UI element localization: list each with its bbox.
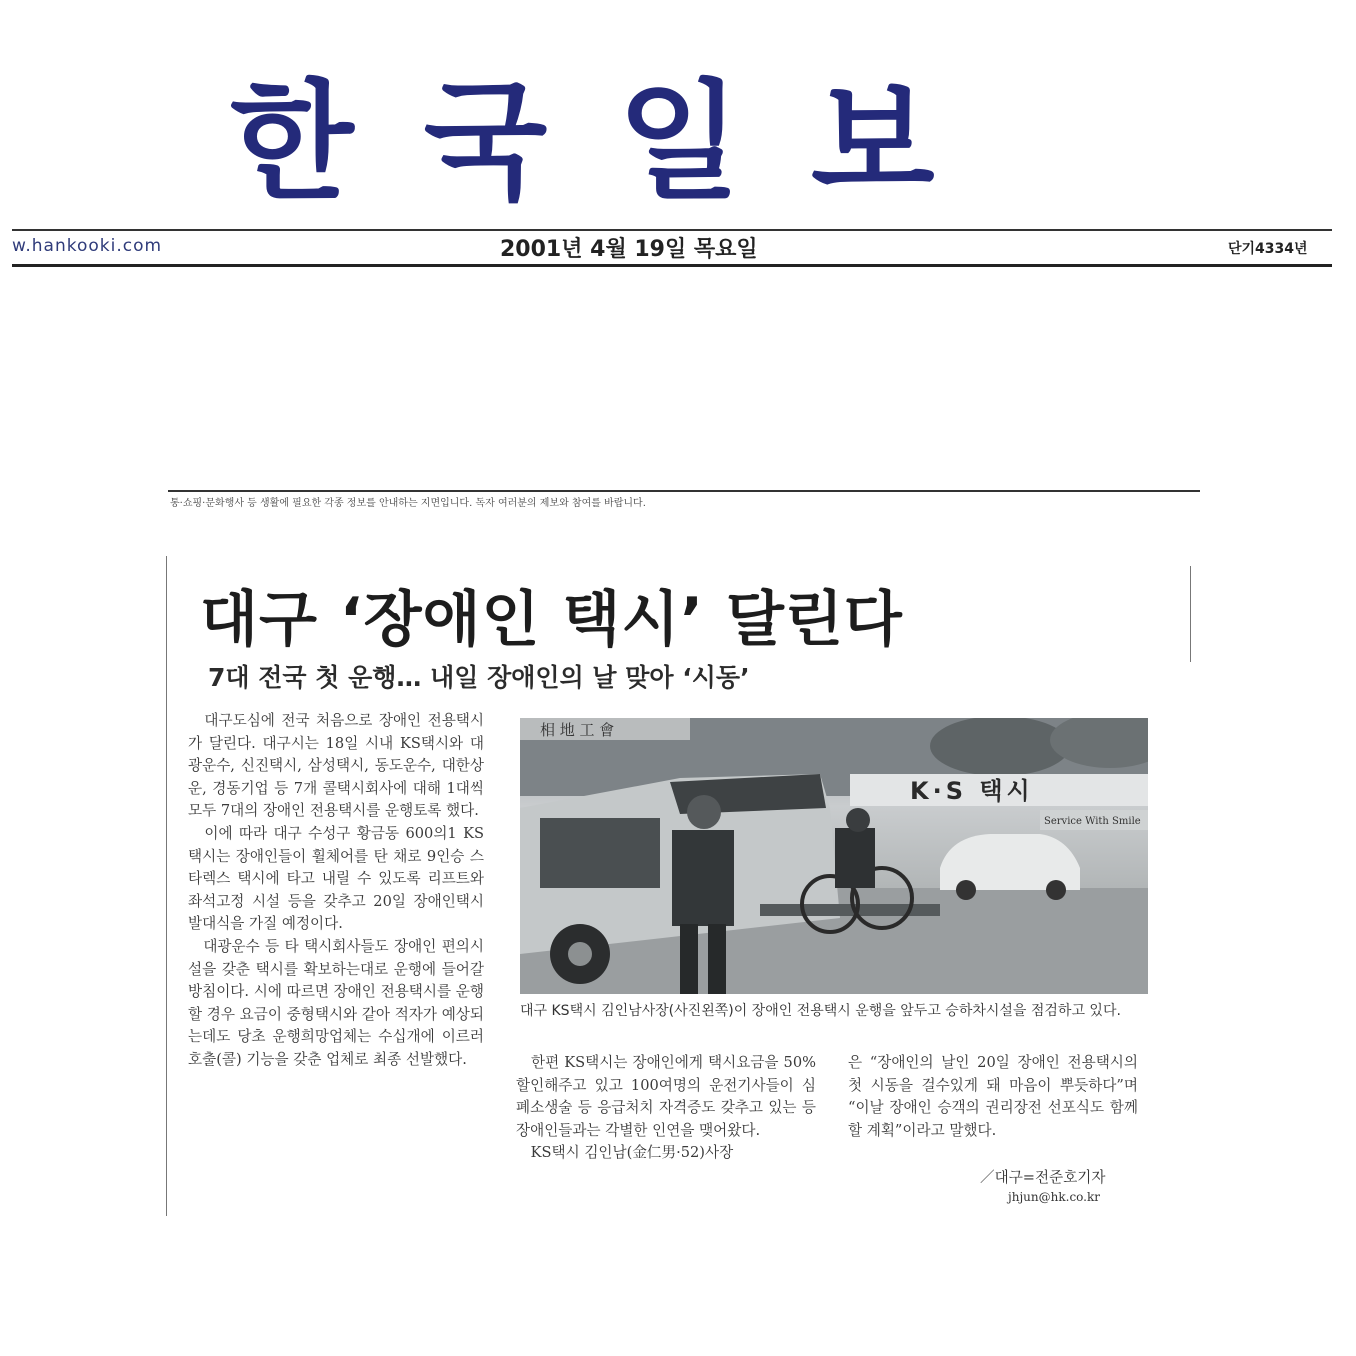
- photo-trees: [930, 718, 1070, 776]
- article-body-middle-column: 한편 KS택시는 장애인에게 택시요금을 50% 할인해주고 있고 100여명의 운전기사들이 심폐소생술 등 응급처치 자격증도 갖추고 있는 등 장애인들과는 각별한 인연을 맺어왔다. KS택시 김인남(金仁男·52)사장: [516, 1054, 816, 1162]
- photo-parked-car-wheel: [956, 880, 976, 900]
- photo-illustration: [520, 718, 1148, 994]
- photo-van-side-window: [540, 818, 660, 888]
- issue-date: 2001년 4월 19일 목요일: [500, 237, 758, 262]
- clipping-border-right: [1190, 566, 1191, 662]
- photo-passenger: [835, 828, 875, 888]
- photo-man-head: [687, 795, 721, 829]
- masthead-rule-top: [12, 229, 1332, 231]
- photo-caption: 대구 KS택시 김인남사장(사진왼쪽)이 장애인 전용택시 운행을 앞두고 승하차시설을 점검하고 있다.: [520, 1003, 1121, 1019]
- section-notice: 통·쇼핑·문화행사 등 생활에 필요한 각종 정보를 안내하는 지면입니다. 독자 여러분의 제보와 참여를 바랍니다.: [170, 498, 646, 509]
- article-body-left-column: 대구도심에 전국 처음으로 장애인 전용택시가 달린다. 대구시는 18일 시내 KS택시와 대광운수, 신진택시, 삼성택시, 동도운수, 대한상운, 경동기업 등 7개 콜택시회사에 대해 1대씩 모두 7대의 장애인 전용택시를 운행토록 했다. 이에 따라 대구 수성구 황금동 600의1 KS택시는 장애인들이 휠체어를 탄 채로 9인승 스타렉스 택시에 타고 내릴 수 있도록 리프트와 좌석고정 시설 등을 갖추고 20일 장애인택시 발대식을 가질 예정이다. 대광운수 등 타 택시회사들도 장애인 편의시설을 갖춘 택시를 확보하는대로 운행에 들어갈 방침이다. 시에 따르면 장애인 전용택시를 운행할 경우 요금이 중형택시와 같아 적자가 예상되는데도 당초 운행희망업체는 수십개에 이르러 호출(콜) 기능을 갖춘 업체로 최종 선발했다.: [188, 712, 484, 1068]
- newspaper-nameplate: 한국일보: [230, 68, 1005, 217]
- website-url: w.hankooki.com: [12, 236, 163, 256]
- photo-company-sign: K·S 택시: [910, 777, 1034, 805]
- article-headline: 대구 ‘장애인 택시’ 달린다: [200, 585, 903, 655]
- reporter-byline: ／대구=전준호기자: [980, 1169, 1106, 1186]
- masthead-rule-bottom: [12, 264, 1332, 267]
- photo-man-leg-left: [680, 924, 698, 994]
- section-rule: [168, 490, 1200, 492]
- photo-small-sign: Service With Smile: [1044, 816, 1141, 827]
- reporter-email: jhjun@hk.co.kr: [1008, 1190, 1100, 1204]
- photo-passenger-head: [846, 808, 870, 832]
- photo-van-hub: [568, 942, 592, 966]
- dangi-year: 단기4334년: [1228, 241, 1308, 257]
- article-body-right-column: 은 “장애인의 날인 20일 장애인 전용택시의 첫 시동을 걸수있게 돼 마음이 뿌듯하다”며 “이날 장애인 승객의 권리장전 선포식도 함께 할 계획”이라고 말했다.: [848, 1054, 1138, 1139]
- photo-man-body: [672, 830, 734, 926]
- clipping-border-left: [166, 556, 167, 1216]
- photo-building-sign: 相 地 工 會: [540, 721, 615, 739]
- photo-man-leg-right: [708, 924, 726, 994]
- photo-parked-car-wheel-rear: [1046, 880, 1066, 900]
- article-photo: [520, 718, 1148, 994]
- article-subhead: 7대 전국 첫 운행… 내일 장애인의 날 맞아 ‘시동’: [208, 663, 750, 692]
